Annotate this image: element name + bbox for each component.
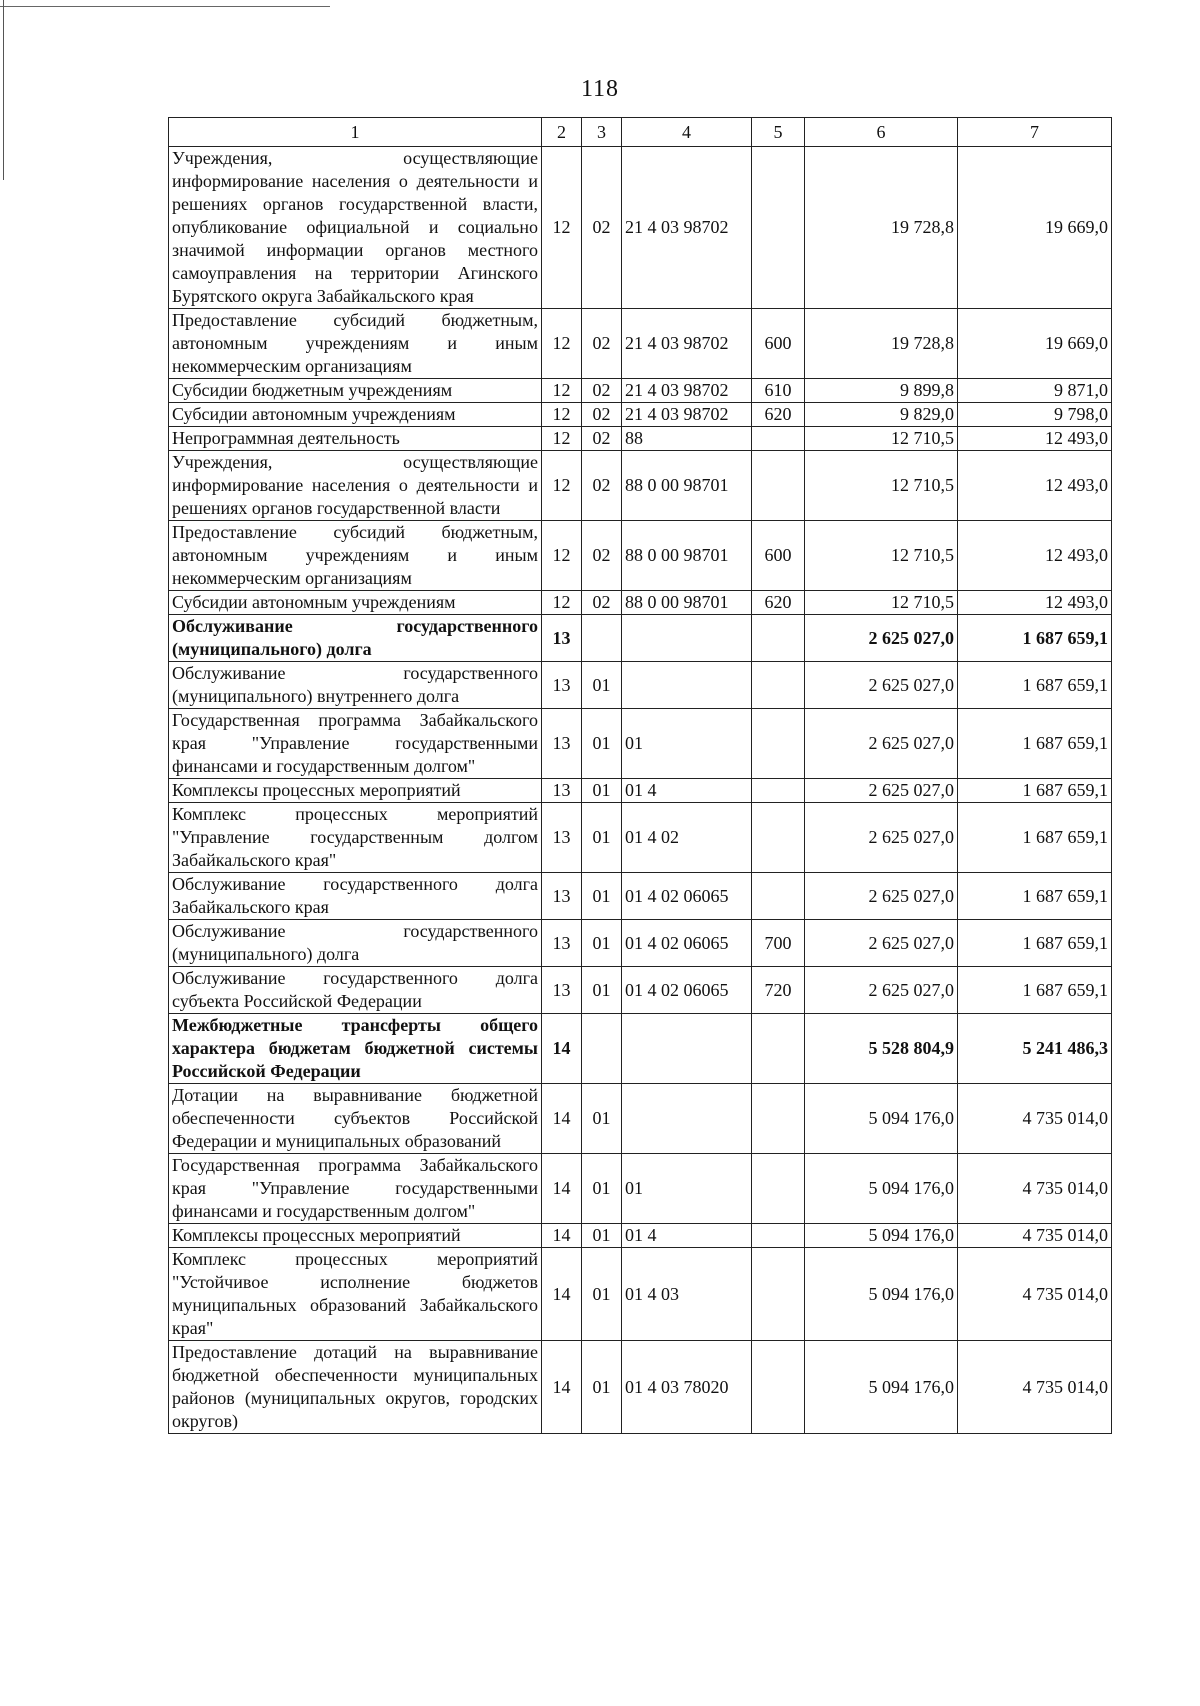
expense-type-code: 620: [752, 403, 805, 427]
target-article-code: 01 4 02: [622, 803, 752, 873]
amount-col6: 2 625 027,0: [805, 662, 958, 709]
subsection-code: 02: [582, 521, 622, 591]
table-row: [169, 1014, 1112, 1084]
amount-col6: 2 625 027,0: [805, 615, 958, 662]
item-name: Учреждения, осуществляющие информирование населения о деятельности и решениях органов государственной власти: [169, 451, 542, 521]
target-article-code: 01 4 02 06065: [622, 920, 752, 967]
section-code: 14: [542, 1154, 582, 1224]
amount-col7: 4 735 014,0: [958, 1154, 1112, 1224]
section-code: 13: [542, 779, 582, 803]
item-name: Межбюджетные трансферты общего характера бюджетам бюджетной системы Российской Федерации: [169, 1014, 542, 1084]
item-name: Дотации на выравнивание бюджетной обеспеченности субъектов Российской Федерации и муниципальных образований: [169, 1084, 542, 1154]
amount-col7: 12 493,0: [958, 451, 1112, 521]
subsection-code: 01: [582, 662, 622, 709]
amount-col6: 9 829,0: [805, 403, 958, 427]
section-code: 13: [542, 709, 582, 779]
expense-type-code: 700: [752, 920, 805, 967]
table-row: [169, 1224, 1112, 1248]
amount-col6: 2 625 027,0: [805, 709, 958, 779]
expense-type-code: 620: [752, 591, 805, 615]
subsection-code: 02: [582, 427, 622, 451]
item-name: Субсидии бюджетным учреждениям: [169, 379, 542, 403]
table-row: [169, 779, 1112, 803]
table-row: [169, 803, 1112, 873]
amount-col7: 1 687 659,1: [958, 709, 1112, 779]
target-article-code: 01 4 03 78020: [622, 1341, 752, 1434]
table-row: [169, 873, 1112, 920]
table-row: [169, 1154, 1112, 1224]
target-article-code: 88 0 00 98701: [622, 521, 752, 591]
amount-col6: 9 899,8: [805, 379, 958, 403]
section-code: 13: [542, 662, 582, 709]
amount-col6: 2 625 027,0: [805, 967, 958, 1014]
amount-col6: 12 710,5: [805, 451, 958, 521]
table-row: [169, 403, 1112, 427]
section-code: 12: [542, 147, 582, 309]
subsection-code: 02: [582, 147, 622, 309]
amount-col6: 2 625 027,0: [805, 920, 958, 967]
target-article-code: 01: [622, 1154, 752, 1224]
table-row: [169, 709, 1112, 779]
column-header: 7: [958, 118, 1112, 147]
amount-col7: 1 687 659,1: [958, 967, 1112, 1014]
amount-col7: 9 798,0: [958, 403, 1112, 427]
amount-col6: 5 528 804,9: [805, 1014, 958, 1084]
amount-col7: 19 669,0: [958, 147, 1112, 309]
target-article-code: [622, 615, 752, 662]
subsection-code: 01: [582, 967, 622, 1014]
table-row: [169, 920, 1112, 967]
item-name: Обслуживание государственного (муниципального) долга: [169, 615, 542, 662]
amount-col7: 12 493,0: [958, 521, 1112, 591]
expense-type-code: 600: [752, 309, 805, 379]
section-code: 12: [542, 451, 582, 521]
expense-type-code: [752, 803, 805, 873]
amount-col6: 12 710,5: [805, 591, 958, 615]
subsection-code: 01: [582, 803, 622, 873]
item-name: Предоставление дотаций на выравнивание бюджетной обеспеченности муниципальных районов (муниципальных округов, городских округов): [169, 1341, 542, 1434]
subsection-code: [582, 1014, 622, 1084]
item-name: Предоставление субсидий бюджетным, автономным учреждениям и иным некоммерческим организациям: [169, 521, 542, 591]
target-article-code: 88 0 00 98701: [622, 451, 752, 521]
section-code: 12: [542, 403, 582, 427]
amount-col7: 1 687 659,1: [958, 662, 1112, 709]
subsection-code: [582, 615, 622, 662]
item-name: Государственная программа Забайкальского края "Управление государственными финансами и государственным долгом": [169, 1154, 542, 1224]
target-article-code: 21 4 03 98702: [622, 147, 752, 309]
section-code: 12: [542, 309, 582, 379]
item-name: Комплексы процессных мероприятий: [169, 1224, 542, 1248]
subsection-code: 01: [582, 1154, 622, 1224]
expense-type-code: [752, 873, 805, 920]
subsection-code: 02: [582, 451, 622, 521]
table-row: [169, 521, 1112, 591]
section-code: 13: [542, 615, 582, 662]
table-row: [169, 967, 1112, 1014]
column-header: 2: [542, 118, 582, 147]
amount-col6: 5 094 176,0: [805, 1154, 958, 1224]
table-row: [169, 615, 1112, 662]
item-name: Комплекс процессных мероприятий "Устойчивое исполнение бюджетов муниципальных образований Забайкальского края": [169, 1248, 542, 1341]
amount-col6: 5 094 176,0: [805, 1248, 958, 1341]
amount-col6: 19 728,8: [805, 147, 958, 309]
amount-col7: 1 687 659,1: [958, 873, 1112, 920]
expense-type-code: [752, 1154, 805, 1224]
amount-col7: 1 687 659,1: [958, 920, 1112, 967]
amount-col6: 5 094 176,0: [805, 1224, 958, 1248]
amount-col7: 19 669,0: [958, 309, 1112, 379]
amount-col7: 5 241 486,3: [958, 1014, 1112, 1084]
item-name: Непрограммная деятельность: [169, 427, 542, 451]
target-article-code: 88: [622, 427, 752, 451]
amount-col6: 12 710,5: [805, 427, 958, 451]
section-code: 13: [542, 873, 582, 920]
target-article-code: 01 4 02 06065: [622, 967, 752, 1014]
item-name: Субсидии автономным учреждениям: [169, 403, 542, 427]
section-code: 13: [542, 920, 582, 967]
table-row: [169, 379, 1112, 403]
amount-col7: 4 735 014,0: [958, 1248, 1112, 1341]
subsection-code: 01: [582, 1341, 622, 1434]
target-article-code: [622, 1084, 752, 1154]
expense-type-code: 720: [752, 967, 805, 1014]
header-row: [169, 118, 1112, 147]
target-article-code: 01: [622, 709, 752, 779]
item-name: Комплекс процессных мероприятий "Управление государственным долгом Забайкальского края": [169, 803, 542, 873]
amount-col7: 1 687 659,1: [958, 615, 1112, 662]
target-article-code: [622, 1014, 752, 1084]
item-name: Обслуживание государственного долга субъекта Российской Федерации: [169, 967, 542, 1014]
section-code: 12: [542, 521, 582, 591]
amount-col6: 12 710,5: [805, 521, 958, 591]
section-code: 14: [542, 1014, 582, 1084]
target-article-code: 88 0 00 98701: [622, 591, 752, 615]
table-row: [169, 1341, 1112, 1434]
expense-type-code: [752, 427, 805, 451]
subsection-code: 01: [582, 779, 622, 803]
item-name: Комплексы процессных мероприятий: [169, 779, 542, 803]
column-header: 1: [169, 118, 542, 147]
expense-type-code: [752, 1084, 805, 1154]
expense-type-code: 610: [752, 379, 805, 403]
section-code: 14: [542, 1341, 582, 1434]
amount-col6: 5 094 176,0: [805, 1341, 958, 1434]
scan-edge-line: [0, 6, 330, 7]
section-code: 13: [542, 803, 582, 873]
table-row: [169, 427, 1112, 451]
amount-col7: 12 493,0: [958, 591, 1112, 615]
table-row: [169, 591, 1112, 615]
amount-col7: 4 735 014,0: [958, 1084, 1112, 1154]
column-header: 6: [805, 118, 958, 147]
subsection-code: 02: [582, 403, 622, 427]
target-article-code: 21 4 03 98702: [622, 379, 752, 403]
item-name: Обслуживание государственного долга Забайкальского края: [169, 873, 542, 920]
subsection-code: 01: [582, 709, 622, 779]
item-name: Предоставление субсидий бюджетным, автономным учреждениям и иным некоммерческим организациям: [169, 309, 542, 379]
item-name: Субсидии автономным учреждениям: [169, 591, 542, 615]
amount-col6: 2 625 027,0: [805, 803, 958, 873]
column-header: 3: [582, 118, 622, 147]
amount-col7: 4 735 014,0: [958, 1341, 1112, 1434]
amount-col7: 1 687 659,1: [958, 779, 1112, 803]
expense-type-code: [752, 662, 805, 709]
amount-col6: 19 728,8: [805, 309, 958, 379]
target-article-code: 01 4: [622, 779, 752, 803]
expense-type-code: [752, 1248, 805, 1341]
section-code: 13: [542, 967, 582, 1014]
budget-table: [168, 117, 1112, 1434]
amount-col6: 2 625 027,0: [805, 779, 958, 803]
table-row: [169, 451, 1112, 521]
subsection-code: 01: [582, 1224, 622, 1248]
amount-col7: 9 871,0: [958, 379, 1112, 403]
column-header: 4: [622, 118, 752, 147]
section-code: 12: [542, 591, 582, 615]
target-article-code: 01 4 03: [622, 1248, 752, 1341]
section-code: 12: [542, 379, 582, 403]
target-article-code: 21 4 03 98702: [622, 403, 752, 427]
target-article-code: 01 4: [622, 1224, 752, 1248]
subsection-code: 01: [582, 920, 622, 967]
amount-col7: 1 687 659,1: [958, 803, 1112, 873]
expense-type-code: [752, 615, 805, 662]
item-name: Обслуживание государственного (муниципального) долга: [169, 920, 542, 967]
table-row: [169, 147, 1112, 309]
subsection-code: 02: [582, 591, 622, 615]
column-header: 5: [752, 118, 805, 147]
table-row: [169, 662, 1112, 709]
page-number: 118: [580, 76, 620, 102]
target-article-code: 01 4 02 06065: [622, 873, 752, 920]
section-code: 12: [542, 427, 582, 451]
item-name: Обслуживание государственного (муниципального) внутреннего долга: [169, 662, 542, 709]
table-row: [169, 309, 1112, 379]
target-article-code: 21 4 03 98702: [622, 309, 752, 379]
table-row: [169, 1084, 1112, 1154]
subsection-code: 02: [582, 309, 622, 379]
expense-type-code: [752, 1341, 805, 1434]
item-name: Государственная программа Забайкальского края "Управление государственными финансами и государственным долгом": [169, 709, 542, 779]
amount-col7: 12 493,0: [958, 427, 1112, 451]
section-code: 14: [542, 1084, 582, 1154]
expense-type-code: 600: [752, 521, 805, 591]
expense-type-code: [752, 779, 805, 803]
target-article-code: [622, 662, 752, 709]
subsection-code: 02: [582, 379, 622, 403]
table-row: [169, 1248, 1112, 1341]
amount-col6: 5 094 176,0: [805, 1084, 958, 1154]
section-code: 14: [542, 1224, 582, 1248]
amount-col6: 2 625 027,0: [805, 873, 958, 920]
amount-col7: 4 735 014,0: [958, 1224, 1112, 1248]
expense-type-code: [752, 1014, 805, 1084]
item-name: Учреждения, осуществляющие информирование населения о деятельности и решениях органов государственной власти, опубликование официальной и социально значимой информации органов местного самоуправления на территории Агинского Бурятского округа Забайкальского края: [169, 147, 542, 309]
expense-type-code: [752, 1224, 805, 1248]
expense-type-code: [752, 709, 805, 779]
subsection-code: 01: [582, 873, 622, 920]
expense-type-code: [752, 147, 805, 309]
section-code: 14: [542, 1248, 582, 1341]
expense-type-code: [752, 451, 805, 521]
subsection-code: 01: [582, 1248, 622, 1341]
subsection-code: 01: [582, 1084, 622, 1154]
